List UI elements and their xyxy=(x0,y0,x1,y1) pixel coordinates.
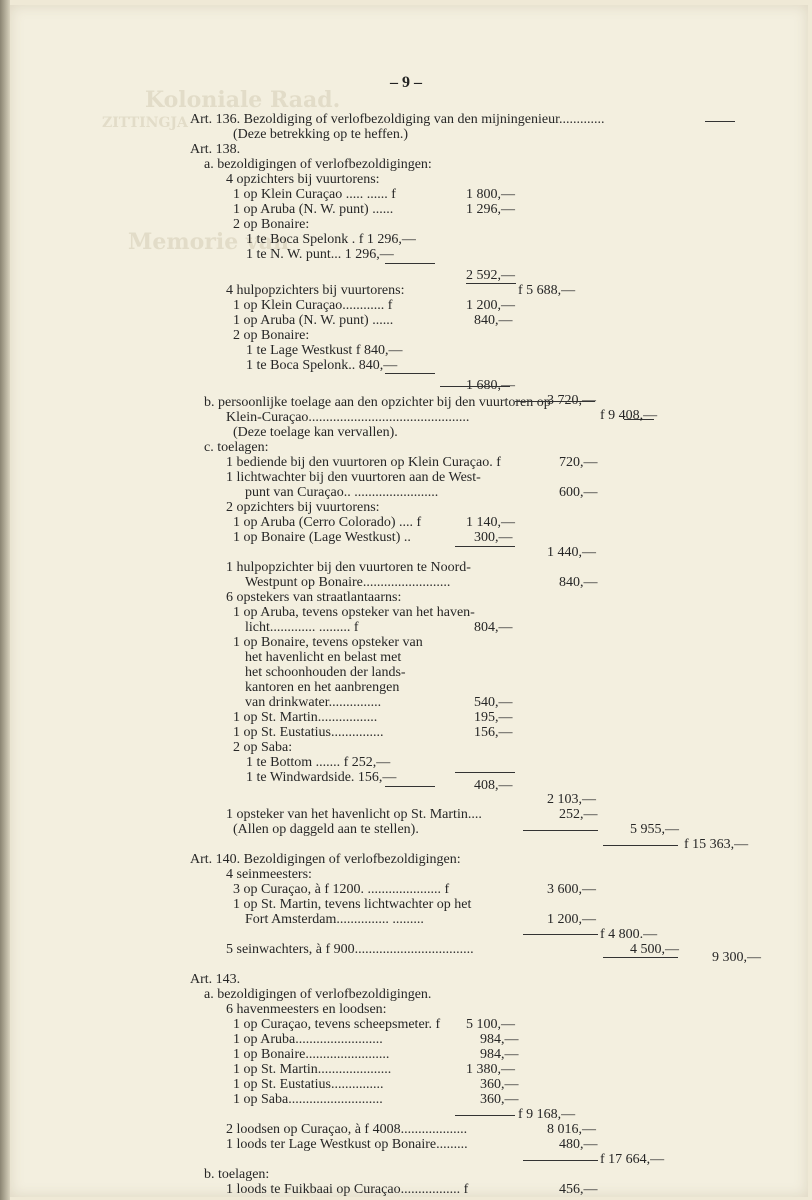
text-line: (Deze betrekking op te heffen.) xyxy=(233,127,409,142)
text-line: 1 op St. Martin, tevens lichtwachter op het xyxy=(233,897,472,912)
text-line: 1 op Bonaire........................ xyxy=(233,1047,390,1062)
text-line: Art. 136. Bezoldiging of verlofbezoldiging van den mijningenieur............. xyxy=(190,112,605,127)
sum-rule xyxy=(523,1160,598,1161)
text-line: Westpunt op Bonaire......................... xyxy=(245,575,451,590)
bleed-through-title: Koloniale Raad. xyxy=(145,87,341,113)
amount: 840,— xyxy=(474,313,513,328)
amount: 5 100,— xyxy=(466,1017,515,1032)
sum-rule xyxy=(455,772,515,773)
text-line: 1 op St. Martin................. xyxy=(233,710,378,725)
amount: f 4 800.— xyxy=(600,927,658,942)
text-line: 6 opstekers van straatlantaarns: xyxy=(226,590,402,605)
amount: f 9 168,— xyxy=(518,1107,576,1122)
amount: 5 955,— xyxy=(630,822,679,837)
text-line: 5 seinwachters, à f 900.................................. xyxy=(226,942,474,957)
text-line: 1 bediende bij den vuurtoren op Klein Curaçao. f xyxy=(226,455,501,470)
amount: 1 680,— xyxy=(466,378,515,393)
sum-rule xyxy=(466,283,516,284)
amount: 3 600,— xyxy=(547,882,596,897)
text-line: Art. 140. Bezoldigingen of verlofbezoldigingen: xyxy=(190,852,461,867)
text-line: 1 op Bonaire (Lage Westkust) .. xyxy=(233,530,411,545)
text-line: 4 hulpopzichters bij vuurtorens: xyxy=(226,283,405,298)
text-line: 1 te Bottom ....... f 252,— xyxy=(246,755,391,770)
bleed-through-heading: ZITTINGJA xyxy=(102,115,188,131)
amount: 300,— xyxy=(474,530,513,545)
text-line: 1 op Curaçao, tevens scheepsmeter. f xyxy=(233,1017,441,1032)
text-line: 1 loods te Fuikbaai op Curaçao................. f xyxy=(226,1182,469,1197)
dash xyxy=(705,121,735,122)
amount: 984,— xyxy=(480,1047,519,1062)
amount: 720,— xyxy=(559,455,598,470)
text-line: 1 te Boca Spelonk . f 1 296,— xyxy=(246,232,416,247)
text-line: (Deze toelage kan vervallen). xyxy=(233,425,398,440)
sum-rule xyxy=(385,263,435,264)
text-line: 2 opzichters bij vuurtorens: xyxy=(226,500,380,515)
text-line: 1 op Aruba (N. W. punt) ...... xyxy=(233,313,394,328)
amount: 408,— xyxy=(474,778,513,793)
amount: f 5 688,— xyxy=(518,283,576,298)
text-line: kantoren en het aanbrengen xyxy=(245,680,400,695)
text-line: b. toelagen: xyxy=(204,1167,270,1182)
text-line: 1 op Aruba (Cerro Colorado) .... f xyxy=(233,515,422,530)
text-line: het havenlicht en belast met xyxy=(245,650,402,665)
amount: 252,— xyxy=(559,807,598,822)
sum-rule xyxy=(603,957,678,958)
text-line: 1 op Aruba (N. W. punt) ...... xyxy=(233,202,394,217)
text-line: 2 op Bonaire: xyxy=(233,328,310,343)
amount: 3 720,— xyxy=(547,393,596,408)
text-line: punt van Curaçao.. ........................ xyxy=(245,485,439,500)
amount: 1 200,— xyxy=(547,912,596,927)
text-line: 1 lichtwachter bij den vuurtoren aan de West- xyxy=(226,470,481,485)
sum-rule xyxy=(603,845,678,846)
text-line: 1 te Boca Spelonk.. 840,— xyxy=(246,358,398,373)
text-line: 2 op Bonaire: xyxy=(233,217,310,232)
text-line: 1 op St. Eustatius............... xyxy=(233,725,384,740)
text-line: Art. 143. xyxy=(190,972,241,987)
amount: f 15 363,— xyxy=(684,837,749,852)
text-line: 4 opzichters bij vuurtorens: xyxy=(226,172,380,187)
text-line: (Allen op daggeld aan te stellen). xyxy=(233,822,419,837)
text-line: het schoonhouden der lands- xyxy=(245,665,406,680)
amount: 600,— xyxy=(559,485,598,500)
text-line: 3 op Curaçao, à f 1200. ..................... f xyxy=(233,882,450,897)
text-line: 1 te N. W. punt... 1 296,— xyxy=(246,247,394,262)
text-line: 1 op Aruba, tevens opsteker van het haven- xyxy=(233,605,475,620)
sum-rule xyxy=(515,401,595,402)
amount: 9 300,— xyxy=(712,950,761,965)
bleed-through-memorie: Memorie van xyxy=(128,229,289,255)
text-line: 1 op St. Eustatius............... xyxy=(233,1077,384,1092)
amount: 540,— xyxy=(474,695,513,710)
amount: 156,— xyxy=(474,725,513,740)
text-line: 4 seinmeesters: xyxy=(226,867,312,882)
text-line: Klein-Curaçao.............................................. xyxy=(226,410,470,425)
text-line: 1 hulpopzichter bij den vuurtoren te Noord- xyxy=(226,560,471,575)
text-line: 1 op Aruba......................... xyxy=(233,1032,383,1047)
amount: 480,— xyxy=(559,1137,598,1152)
amount: 4 500,— xyxy=(630,942,679,957)
text-line: Fort Amsterdam............... ......... xyxy=(245,912,424,927)
text-line: 1 opsteker van het havenlicht op St. Martin.... xyxy=(226,807,482,822)
text-line: 1 op Saba........................... xyxy=(233,1092,383,1107)
text-line: 1 te Lage Westkust f 840,— xyxy=(246,343,403,358)
amount: 360,— xyxy=(480,1077,519,1092)
amount: 8 016,— xyxy=(547,1122,596,1137)
text-line: 2 loodsen op Curaçao, à f 4008................... xyxy=(226,1122,468,1137)
text-line: a. bezoldigingen of verlofbezoldigingen. xyxy=(204,987,432,1002)
amount: 360,— xyxy=(480,1092,519,1107)
amount: 804,— xyxy=(474,620,513,635)
sum-rule xyxy=(385,786,435,787)
text-line: 1 loods ter Lage Westkust op Bonaire......... xyxy=(226,1137,468,1152)
text-line: 6 havenmeesters en loodsen: xyxy=(226,1002,387,1017)
text-line: 1 op Klein Curaçao ..... ...... f xyxy=(233,187,396,202)
amount: f 17 664,— xyxy=(600,1152,665,1167)
amount: 1 800,— xyxy=(466,187,515,202)
sum-rule xyxy=(455,1115,515,1116)
text-line: 1 op Bonaire, tevens opsteker van xyxy=(233,635,423,650)
amount: 840,— xyxy=(559,575,598,590)
text-line: van drinkwater............... xyxy=(245,695,382,710)
amount: 2 103,— xyxy=(547,792,596,807)
amount: 1 440,— xyxy=(547,545,596,560)
text-line: Art. 138. xyxy=(190,142,241,157)
text-line: b. persoonlijke toelage aan den opzichter bij den vuurtoren op xyxy=(204,395,551,410)
amount: 2 592,— xyxy=(466,268,515,283)
amount: 195,— xyxy=(474,710,513,725)
text-line: 1 op St. Martin..................... xyxy=(233,1062,392,1077)
page-number: – 9 – xyxy=(390,74,422,91)
amount: f 9 408,— xyxy=(600,408,658,423)
text-line: a. bezoldigingen of verlofbezoldigingen: xyxy=(204,157,432,172)
sum-rule xyxy=(523,830,598,831)
text-line: licht............. ......... f xyxy=(245,620,359,635)
sum-rule xyxy=(440,386,510,387)
text-line: 1 te Windwardside. 156,— xyxy=(246,770,397,785)
amount: 456,— xyxy=(559,1182,598,1197)
text-line: 1 op Klein Curaçao............ f xyxy=(233,298,393,313)
amount: 1 200,— xyxy=(466,298,515,313)
sum-rule xyxy=(385,373,435,374)
page-binding-shadow xyxy=(0,0,10,1200)
amount: 984,— xyxy=(480,1032,519,1047)
amount: 1 296,— xyxy=(466,202,515,217)
sum-rule xyxy=(523,934,598,935)
amount: 1 140,— xyxy=(466,515,515,530)
text-line: 2 op Saba: xyxy=(233,740,293,755)
sum-rule xyxy=(455,546,515,547)
text-line: c. toelagen: xyxy=(204,440,269,455)
amount: 1 380,— xyxy=(466,1062,515,1077)
